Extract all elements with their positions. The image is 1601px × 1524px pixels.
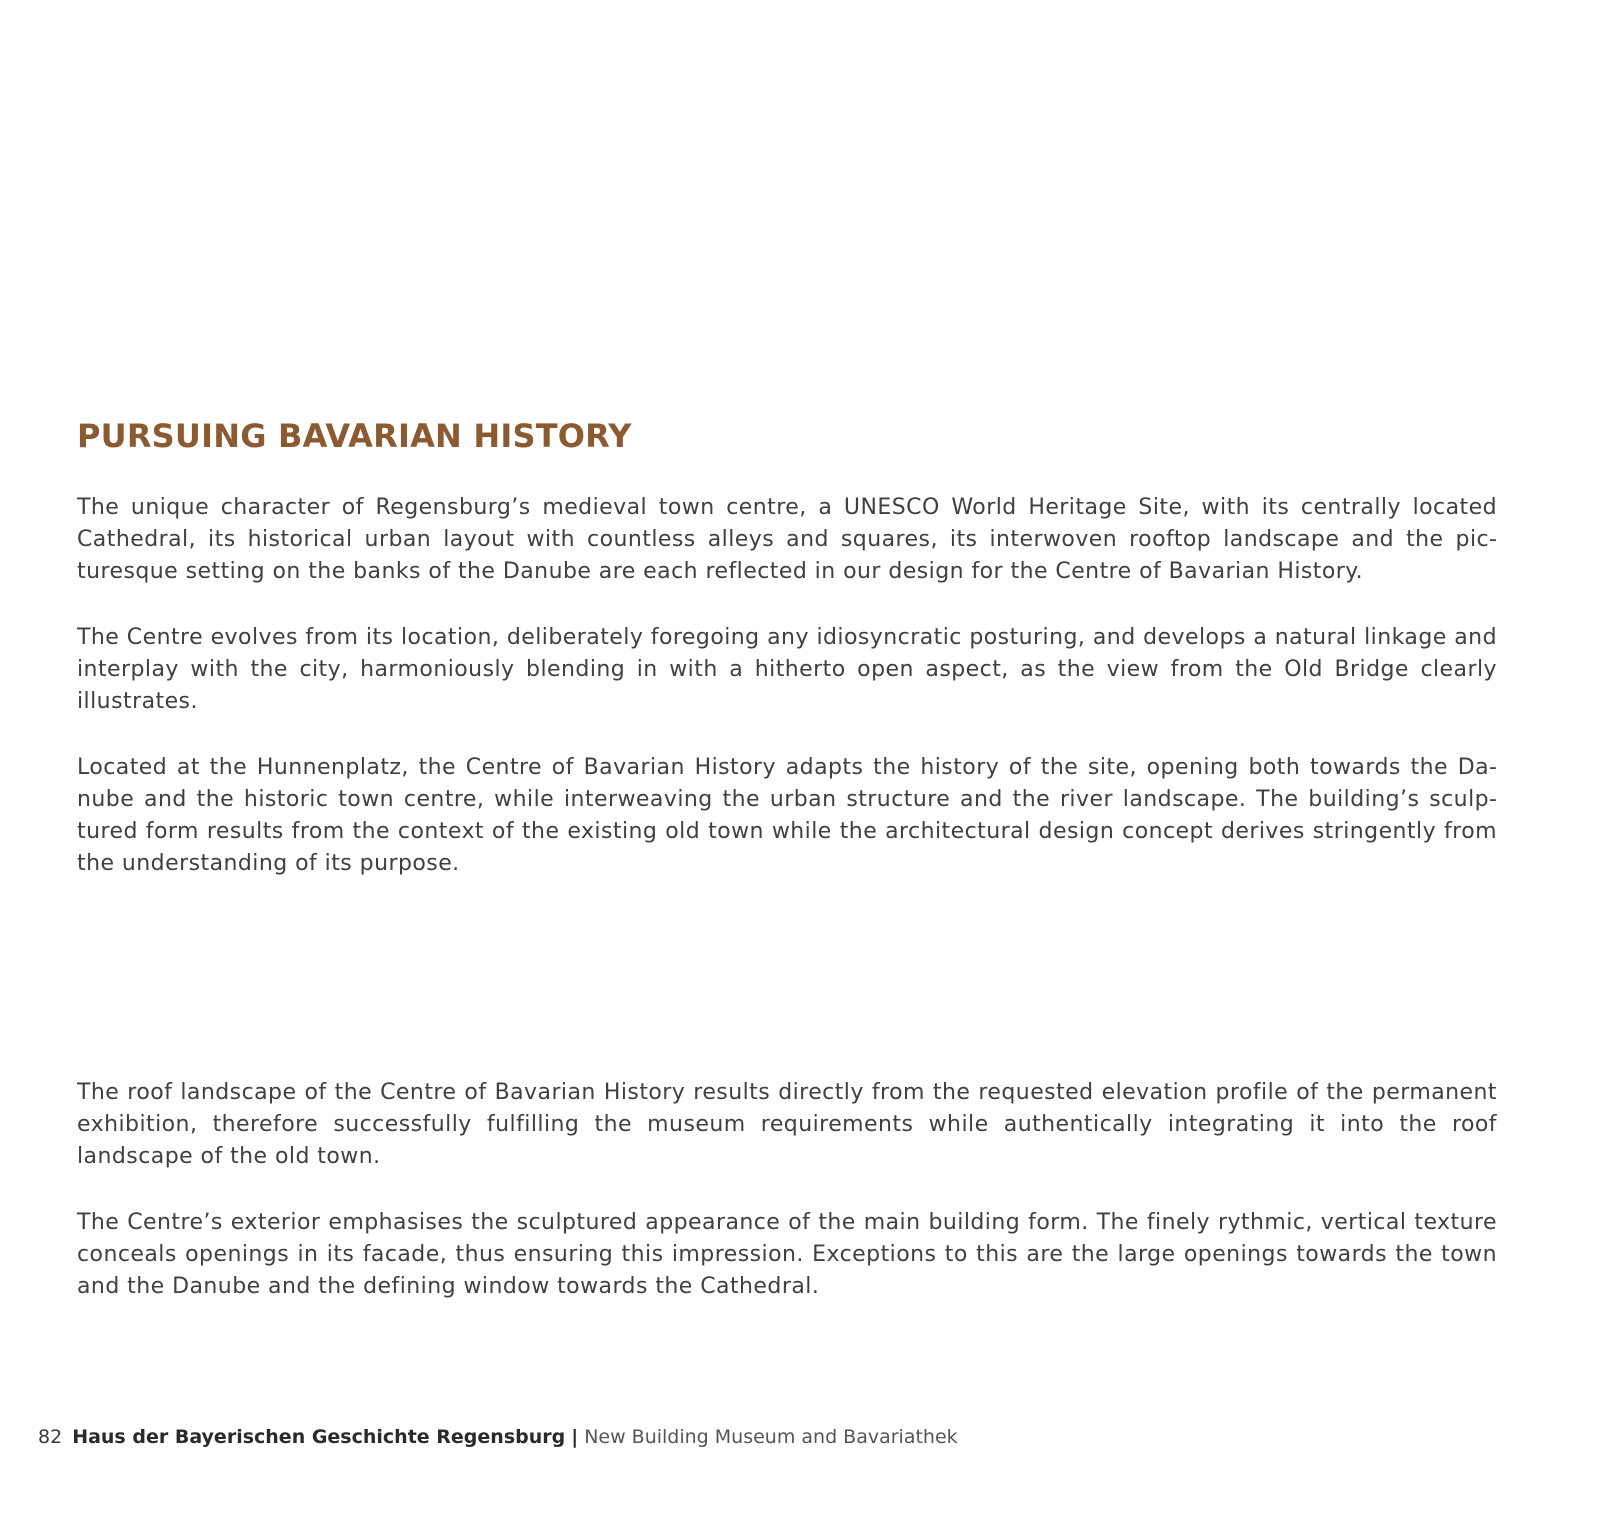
body-paragraph-5: The Centre’s exterior emphasises the sculptured appearance of the main building form. The finely rythmic, vertical texture conceals openings in its facade, thus ensuring this impression. Exceptions to this are the large openings towards the town and the Danube and the defining window towards the Cathedral. — [77, 1210, 1497, 1299]
footer-subtitle: New Building Museum and Bavariathek — [584, 1426, 958, 1448]
footer-title: Haus der Bayerischen Geschichte Regensburg — [72, 1426, 566, 1448]
body-paragraph-3: Located at the Hunnenplatz, the Centre of Bavarian History adapts the history of the site, opening both towards the Danube and the historic town centre, while interweaving the urban structure and the river landscape. The building’s sculptured form results from the context of the existing old town while the architectural design concept derives stringently from the understanding of its purpose. — [77, 755, 1497, 876]
body-paragraph-1: The unique character of Regensburg’s medieval town centre, a UNESCO World Heritage Site, with its centrally located Cathedral, its historical urban layout with countless alleys and squares, its interwoven rooftop landscape and the picturesque setting on the banks of the Danube are each reflected in our design for the Centre of Bavarian History. — [77, 495, 1497, 584]
body-paragraph-4: The roof landscape of the Centre of Bavarian History results directly from the requested elevation profile of the permanent exhibition, therefore successfully fulfilling the museum requirements while authentically integrating it into the roof landscape of the old town. — [77, 1080, 1497, 1169]
footer-separator: | — [571, 1426, 579, 1448]
page-number: 82 — [38, 1426, 63, 1448]
page-heading: PURSUING BAVARIAN HISTORY — [77, 417, 632, 455]
page-footer — [38, 1425, 958, 1449]
body-paragraph-2: The Centre evolves from its location, deliberately foregoing any idiosyncratic posturing, and develops a natural linkage and interplay with the city, harmoniously blending in with a hitherto open aspect, as the view from the Old Bridge clearly illustrates. — [77, 625, 1497, 714]
